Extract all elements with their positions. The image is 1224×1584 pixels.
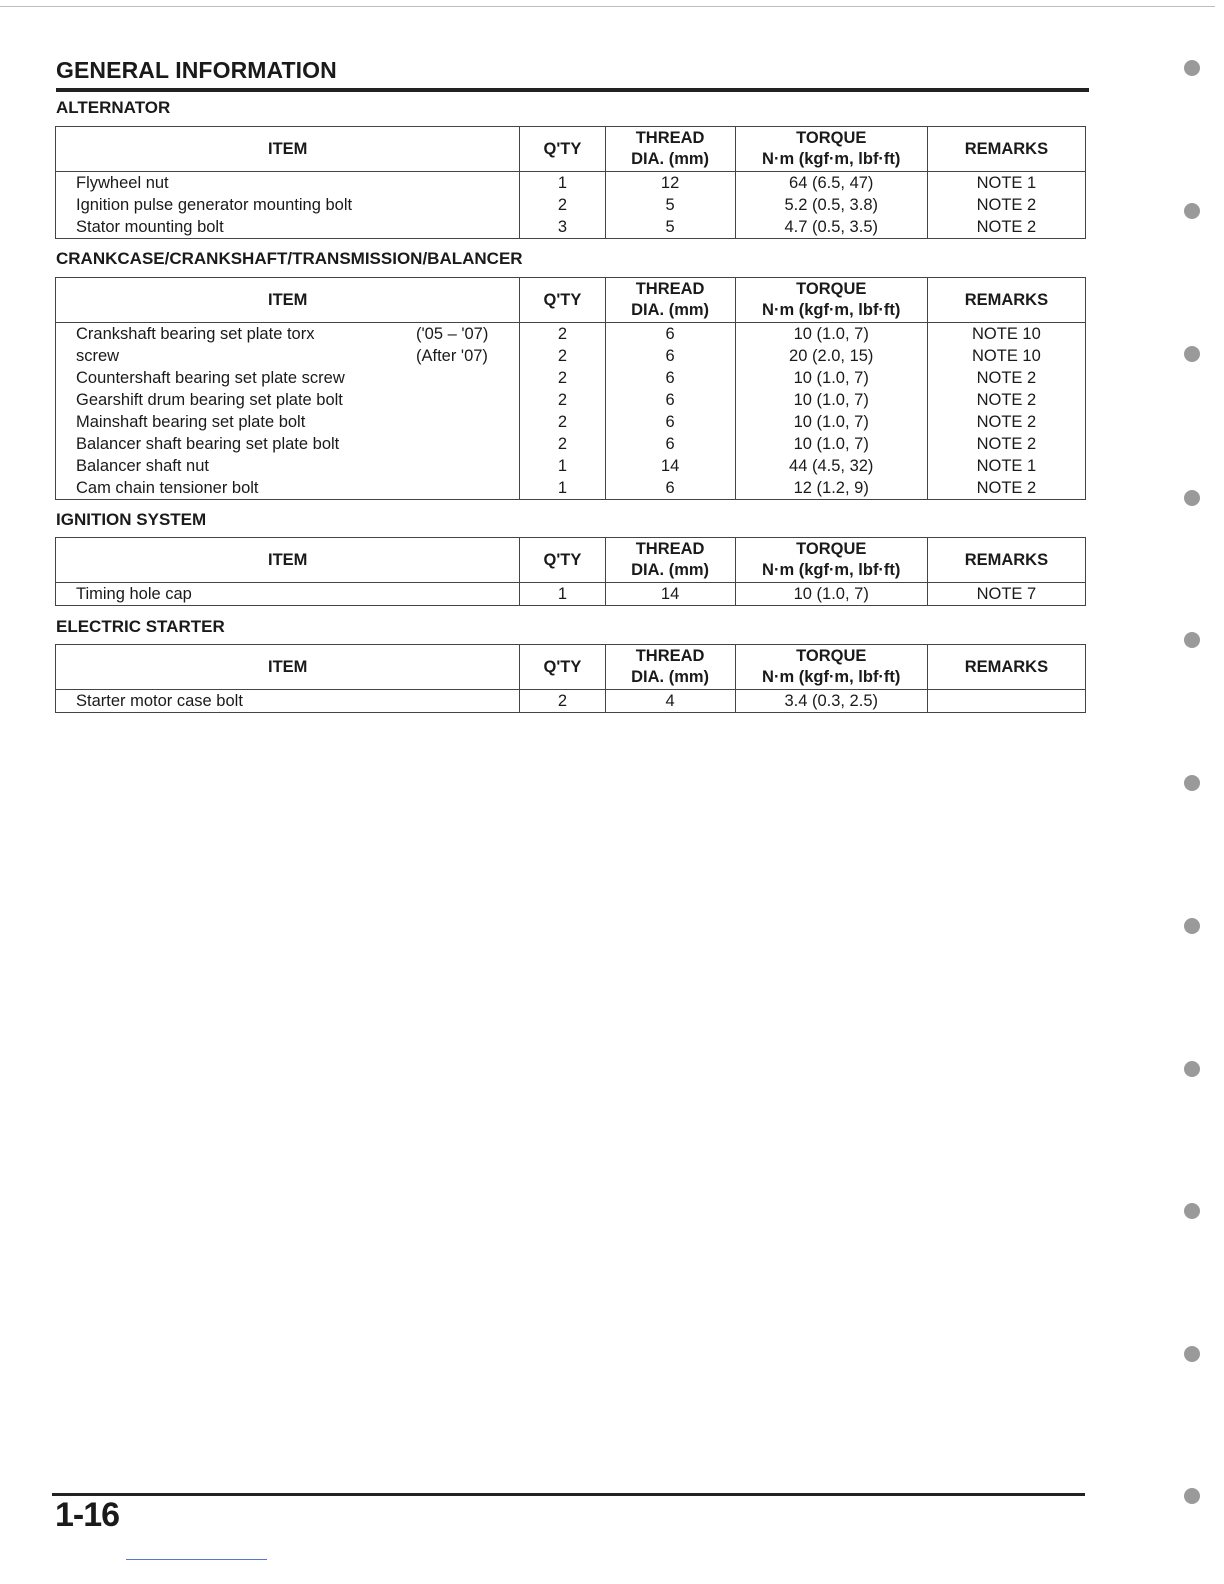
table-row <box>56 690 1086 713</box>
punch-hole <box>1184 918 1200 934</box>
cell-qty: 3 <box>520 216 605 239</box>
header-torque <box>735 645 927 690</box>
cell-thread: 14 <box>605 583 735 606</box>
punch-hole <box>1184 490 1200 506</box>
cell-remarks: NOTE 10 <box>927 345 1085 367</box>
header-torque-line2: N·m (kgf·m, lbf·ft) <box>762 668 901 686</box>
cell-torque: 10 (1.0, 7) <box>735 583 927 606</box>
cell-item <box>56 367 520 389</box>
header-thread <box>605 645 735 690</box>
cell-thread: 6 <box>605 477 735 500</box>
punch-hole <box>1184 1488 1200 1504</box>
cell-remarks: NOTE 7 <box>927 583 1085 606</box>
item-name: screw <box>76 347 120 365</box>
item-name: Ignition pulse generator mounting bolt <box>76 196 353 214</box>
cell-remarks: NOTE 2 <box>927 389 1085 411</box>
item-name: Crankshaft bearing set plate torx <box>76 325 315 343</box>
cell-item <box>56 411 520 433</box>
header-item: ITEM <box>56 127 520 172</box>
item-name: Countershaft bearing set plate screw <box>76 369 345 387</box>
header-row <box>56 278 1086 323</box>
punch-hole <box>1184 1203 1200 1219</box>
item-year-note: ('05 – '07) <box>416 325 489 343</box>
cell-qty: 2 <box>520 411 605 433</box>
table-row <box>56 411 1086 433</box>
item-name: Stator mounting bolt <box>76 218 224 236</box>
top-edge-rule <box>0 6 1215 7</box>
item-name: Flywheel nut <box>76 174 169 192</box>
page-number: 1-16 <box>55 1496 120 1534</box>
cell-remarks: NOTE 1 <box>927 455 1085 477</box>
cell-item <box>56 455 520 477</box>
table-row <box>56 323 1086 346</box>
cell-torque: 4.7 (0.5, 3.5) <box>735 216 927 239</box>
header-qty: Q'TY <box>520 278 605 323</box>
header-torque-line2: N·m (kgf·m, lbf·ft) <box>762 561 901 579</box>
section-heading-alternator: ALTERNATOR <box>56 98 171 117</box>
blue-underline-mark <box>126 1559 267 1560</box>
crankcase-table <box>55 277 1086 500</box>
cell-torque: 10 (1.0, 7) <box>735 433 927 455</box>
cell-torque: 10 (1.0, 7) <box>735 389 927 411</box>
cell-remarks: NOTE 2 <box>927 216 1085 239</box>
cell-thread: 6 <box>605 389 735 411</box>
cell-qty: 2 <box>520 389 605 411</box>
cell-item <box>56 477 520 500</box>
punch-hole <box>1184 1061 1200 1077</box>
header-torque-line1: TORQUE <box>796 129 867 147</box>
punch-hole <box>1184 1346 1200 1362</box>
table-row <box>56 477 1086 500</box>
cell-item <box>56 194 520 216</box>
item-name: Mainshaft bearing set plate bolt <box>76 413 306 431</box>
cell-qty: 2 <box>520 367 605 389</box>
cell-torque: 44 (4.5, 32) <box>735 455 927 477</box>
cell-qty: 1 <box>520 455 605 477</box>
cell-thread: 6 <box>605 367 735 389</box>
cell-remarks <box>927 690 1085 713</box>
header-thread-line2: DIA. (mm) <box>631 150 710 168</box>
cell-torque: 10 (1.0, 7) <box>735 367 927 389</box>
table-row <box>56 367 1086 389</box>
punch-hole <box>1184 60 1200 76</box>
cell-torque: 3.4 (0.3, 2.5) <box>735 690 927 713</box>
cell-thread: 6 <box>605 411 735 433</box>
item-name: Balancer shaft bearing set plate bolt <box>76 435 340 453</box>
punch-hole <box>1184 775 1200 791</box>
cell-item <box>56 172 520 195</box>
cell-item <box>56 323 520 346</box>
header-torque-line1: TORQUE <box>796 280 867 298</box>
cell-remarks: NOTE 1 <box>927 172 1085 195</box>
cell-torque: 64 (6.5, 47) <box>735 172 927 195</box>
header-thread-line1: THREAD <box>635 280 705 298</box>
cell-remarks: NOTE 2 <box>927 194 1085 216</box>
header-thread-line1: THREAD <box>635 129 705 147</box>
cell-item <box>56 345 520 367</box>
item-name: Starter motor case bolt <box>76 692 243 710</box>
item-name: Balancer shaft nut <box>76 457 209 475</box>
cell-thread: 4 <box>605 690 735 713</box>
header-torque-line1: TORQUE <box>796 540 867 558</box>
table-row <box>56 216 1086 239</box>
punch-hole <box>1184 203 1200 219</box>
header-thread-line1: THREAD <box>635 540 705 558</box>
item-name: Cam chain tensioner bolt <box>76 479 259 497</box>
header-torque <box>735 278 927 323</box>
table-row <box>56 345 1086 367</box>
cell-thread: 6 <box>605 323 735 346</box>
cell-torque: 20 (2.0, 15) <box>735 345 927 367</box>
table-row <box>56 433 1086 455</box>
header-thread-line2: DIA. (mm) <box>631 301 710 319</box>
cell-torque: 12 (1.2, 9) <box>735 477 927 500</box>
header-row <box>56 538 1086 583</box>
cell-torque: 10 (1.0, 7) <box>735 411 927 433</box>
cell-qty: 2 <box>520 345 605 367</box>
table-row <box>56 455 1086 477</box>
cell-item <box>56 216 520 239</box>
header-thread-line2: DIA. (mm) <box>631 668 710 686</box>
header-qty: Q'TY <box>520 538 605 583</box>
header-torque-line2: N·m (kgf·m, lbf·ft) <box>762 150 901 168</box>
cell-qty: 2 <box>520 690 605 713</box>
alternator-table <box>55 126 1086 239</box>
header-torque-line1: TORQUE <box>796 647 867 665</box>
cell-qty: 2 <box>520 323 605 346</box>
ignition-table <box>55 537 1086 606</box>
header-torque <box>735 538 927 583</box>
cell-remarks: NOTE 2 <box>927 411 1085 433</box>
header-item: ITEM <box>56 538 520 583</box>
header-remarks: REMARKS <box>927 645 1085 690</box>
header-torque <box>735 127 927 172</box>
header-item: ITEM <box>56 645 520 690</box>
item-year-note: (After '07) <box>416 347 488 365</box>
cell-thread: 12 <box>605 172 735 195</box>
item-name: Gearshift drum bearing set plate bolt <box>76 391 343 409</box>
starter-table <box>55 644 1086 713</box>
cell-thread: 6 <box>605 433 735 455</box>
table-row <box>56 172 1086 195</box>
bottom-rule <box>52 1493 1085 1496</box>
punch-hole <box>1184 346 1200 362</box>
table-row <box>56 583 1086 606</box>
cell-remarks: NOTE 2 <box>927 433 1085 455</box>
header-thread-line1: THREAD <box>635 647 705 665</box>
cell-remarks: NOTE 2 <box>927 367 1085 389</box>
header-thread <box>605 278 735 323</box>
title-rule <box>56 88 1089 92</box>
cell-qty: 1 <box>520 172 605 195</box>
section-heading-starter: ELECTRIC STARTER <box>56 617 225 636</box>
cell-thread: 5 <box>605 216 735 239</box>
header-item: ITEM <box>56 278 520 323</box>
cell-thread: 5 <box>605 194 735 216</box>
cell-item <box>56 583 520 606</box>
table-row <box>56 194 1086 216</box>
header-remarks: REMARKS <box>927 127 1085 172</box>
cell-qty: 2 <box>520 433 605 455</box>
header-row <box>56 645 1086 690</box>
page-title: GENERAL INFORMATION <box>56 57 337 83</box>
cell-torque: 10 (1.0, 7) <box>735 323 927 346</box>
header-qty: Q'TY <box>520 127 605 172</box>
cell-item <box>56 690 520 713</box>
header-remarks: REMARKS <box>927 278 1085 323</box>
table-row <box>56 389 1086 411</box>
cell-item <box>56 433 520 455</box>
cell-torque: 5.2 (0.5, 3.8) <box>735 194 927 216</box>
item-name: Timing hole cap <box>76 585 192 603</box>
header-remarks: REMARKS <box>927 538 1085 583</box>
cell-thread: 6 <box>605 345 735 367</box>
cell-remarks: NOTE 10 <box>927 323 1085 346</box>
punch-hole <box>1184 632 1200 648</box>
cell-item <box>56 389 520 411</box>
cell-qty: 1 <box>520 583 605 606</box>
header-thread-line2: DIA. (mm) <box>631 561 710 579</box>
cell-qty: 2 <box>520 194 605 216</box>
header-row <box>56 127 1086 172</box>
header-torque-line2: N·m (kgf·m, lbf·ft) <box>762 301 901 319</box>
cell-thread: 14 <box>605 455 735 477</box>
header-thread <box>605 127 735 172</box>
header-thread <box>605 538 735 583</box>
header-qty: Q'TY <box>520 645 605 690</box>
section-heading-crankcase: CRANKCASE/CRANKSHAFT/TRANSMISSION/BALANCER <box>56 249 523 268</box>
section-heading-ignition: IGNITION SYSTEM <box>56 510 207 529</box>
cell-remarks: NOTE 2 <box>927 477 1085 500</box>
cell-qty: 1 <box>520 477 605 500</box>
